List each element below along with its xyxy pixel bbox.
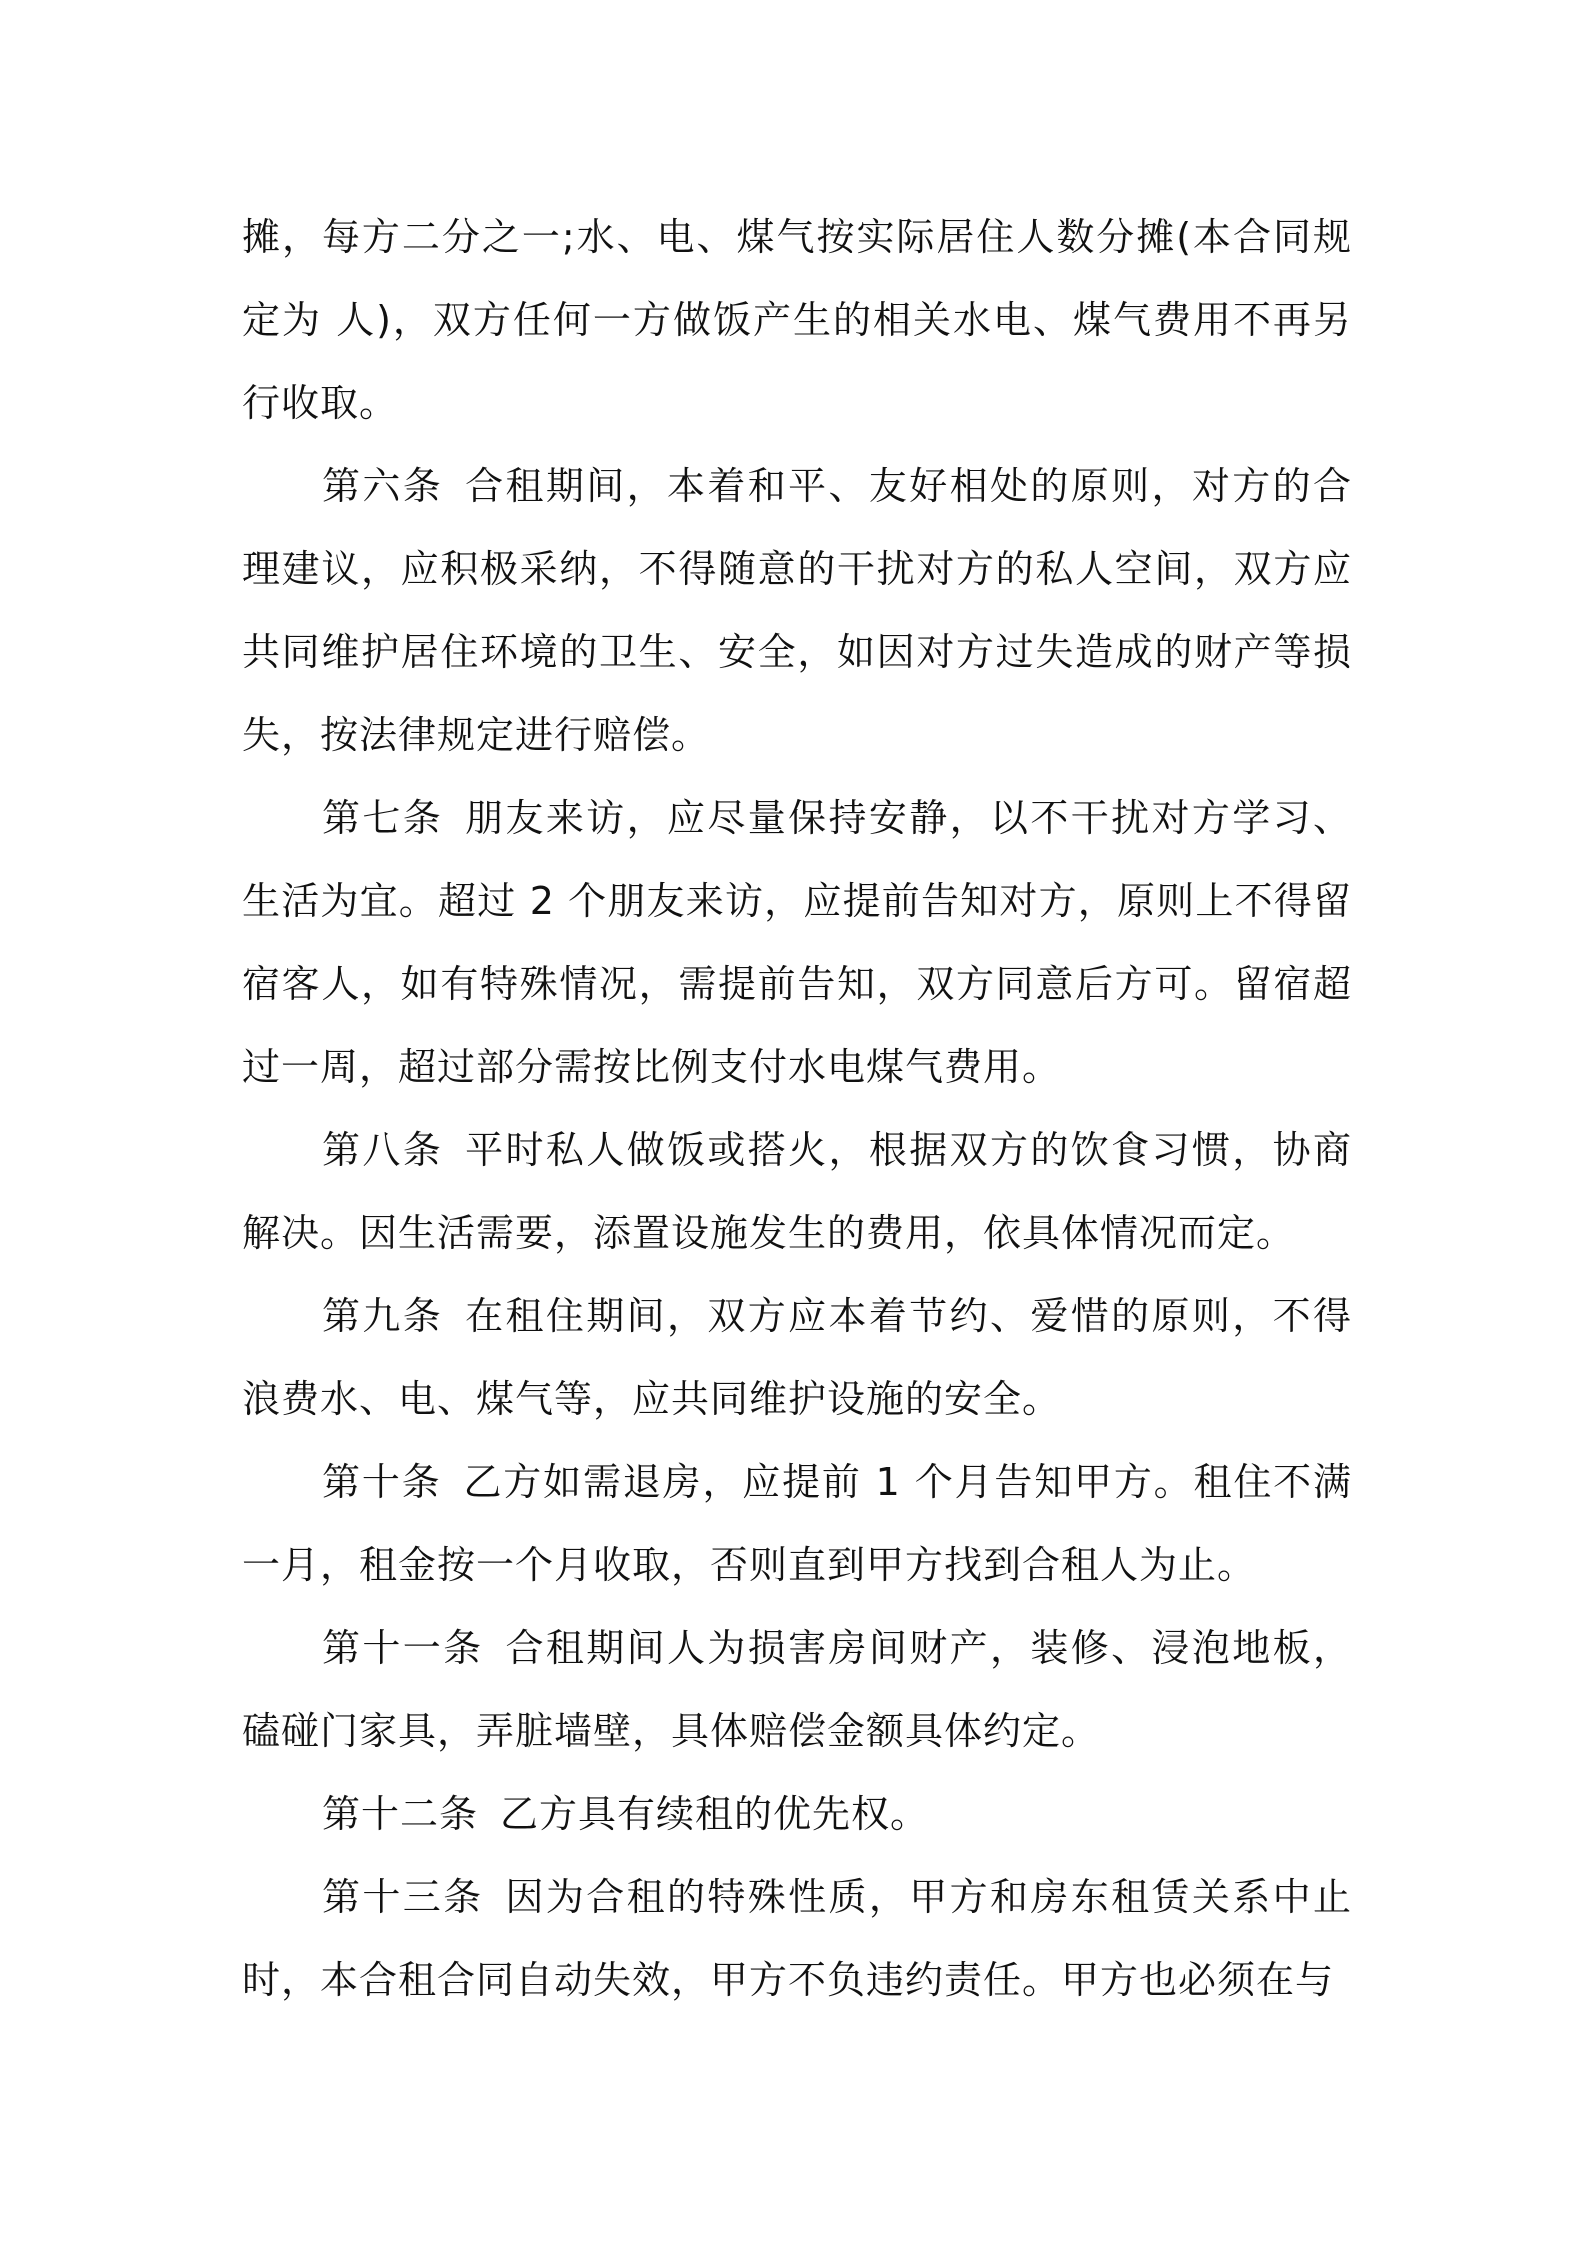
article-text: 乙方如需退房，应提前 1 个月告知甲方。租住不满一月，租金按一个月收取，否则直到甲方找到合租人为止。: [242, 1460, 1352, 1587]
article-text: 合租期间人为损害房间财产，装修、浸泡地板，磕碰门家具，弄脏墙壁，具体赔偿金额具体约定。: [242, 1626, 1352, 1753]
article-number: 第八条: [322, 1128, 444, 1172]
article-number: 第十三条: [322, 1875, 484, 1919]
article-text: 朋友来访，应尽量保持安静，以不干扰对方学习、生活为宜。超过 2 个朋友来访，应提前告知对方，原则上不得留宿客人，如有特殊情况，需提前告知，双方同意后方可。留宿超过一周，超过部分需按比例支付水电煤气费用。: [242, 796, 1352, 1089]
article-12: [242, 1773, 1352, 1856]
article-text: 因为合租的特殊性质，甲方和房东租赁关系中止时，本合租合同自动失效，甲方不负违约责任。甲方也必须在与: [242, 1875, 1352, 2002]
paragraph-text: 摊，每方二分之一;水、电、煤气按实际居住人数分摊(本合同规定为 人)，双方任何一方做饭产生的相关水电、煤气费用不再另行收取。: [242, 215, 1352, 425]
article-text: 乙方具有续租的优先权。: [500, 1792, 930, 1836]
article-6: [242, 445, 1352, 777]
contract-body: [242, 196, 1352, 2022]
article-number: 第九条: [322, 1294, 444, 1338]
article-text: 合租期间，本着和平、友好相处的原则，对方的合理建议，应积极采纳，不得随意的干扰对方的私人空间，双方应共同维护居住环境的卫生、安全，如因对方过失造成的财产等损失，按法律规定进行赔偿。: [242, 464, 1352, 757]
article-text: 平时私人做饭或搭火，根据双方的饮食习惯，协商解决。因生活需要，添置设施发生的费用，依具体情况而定。: [242, 1128, 1352, 1255]
article-7: [242, 777, 1352, 1109]
article-text: 在租住期间，双方应本着节约、爱惜的原则，不得浪费水、电、煤气等，应共同维护设施的安全。: [242, 1294, 1352, 1421]
article-number: 第十条: [322, 1460, 442, 1504]
article-9: [242, 1275, 1352, 1441]
article-number: 第七条: [322, 796, 444, 840]
article-10: [242, 1441, 1352, 1607]
article-number: 第十一条: [322, 1626, 484, 1670]
article-8: [242, 1109, 1352, 1275]
article-13: [242, 1856, 1352, 2022]
article-number: 第十二条: [322, 1792, 479, 1836]
paragraph-continued: [242, 196, 1352, 445]
article-number: 第六条: [322, 464, 444, 508]
article-11: [242, 1607, 1352, 1773]
